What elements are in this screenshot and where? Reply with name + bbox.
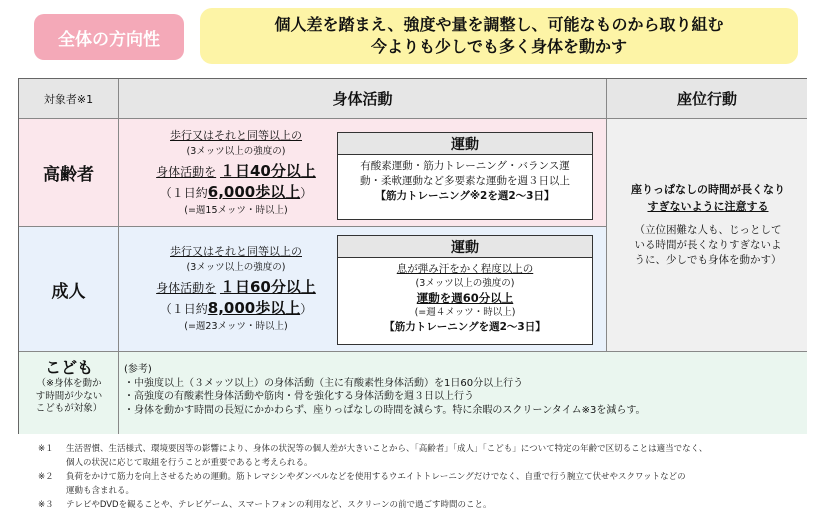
sedentary-line-5: うに、少しでも身体を動かす） bbox=[634, 254, 782, 266]
header-target: 対象者※1 bbox=[19, 79, 119, 119]
children-guidelines bbox=[124, 363, 646, 417]
elderly-exercise-box bbox=[337, 132, 593, 220]
footnote bbox=[38, 470, 808, 484]
elderly-steps-post: ） bbox=[300, 186, 313, 200]
footnotes bbox=[38, 442, 808, 512]
elderly-mets: (3メッツ以上の強度の) bbox=[186, 146, 286, 157]
elderly-steps-value: 6,000歩以上 bbox=[207, 183, 301, 201]
footnote-text: テレビやDVDを観ることや、テレビゲーム、スマートフォンの利用など、スクリーンの前で過ごす時間のこと。 bbox=[66, 500, 492, 510]
banner-line-1: 個人差を踏まえ、強度や量を調整し、可能なものから取り組む bbox=[274, 15, 724, 34]
adult-exercise-title: 運動 bbox=[338, 236, 592, 258]
row-label-elderly: 高齢者 bbox=[19, 119, 119, 227]
header-sedentary: 座位行動 bbox=[607, 79, 807, 119]
footnote bbox=[38, 456, 808, 470]
direction-banner bbox=[200, 8, 798, 64]
adult-activity-text bbox=[141, 243, 331, 332]
footnote-mark: ※３ bbox=[38, 500, 54, 510]
row-label-adult: 成人 bbox=[19, 227, 119, 352]
footnote-mark bbox=[38, 456, 66, 470]
adult-steps-value: 8,000歩以上 bbox=[207, 299, 301, 317]
elderly-weekly: (=週15メッツ・時以上) bbox=[184, 205, 288, 216]
footnote-text: 個人の状況に応じて取組を行うことが重要であると考えられる。 bbox=[66, 458, 313, 468]
sedentary-line-3: （立位困難な人も、じっとして bbox=[634, 224, 782, 236]
adult-mets: (3メッツ以上の強度の) bbox=[186, 262, 286, 273]
adult-walk: 歩行又はそれと同等以上の bbox=[170, 245, 302, 258]
footnote-text: 運動も含まれる。 bbox=[66, 486, 135, 496]
guideline-table bbox=[18, 78, 807, 434]
elderly-activity-text bbox=[141, 127, 331, 216]
footnote bbox=[38, 484, 808, 498]
sedentary-line-4: いる時間が長くなりすぎないよ bbox=[634, 239, 782, 251]
children-label: こども bbox=[44, 358, 93, 377]
footnote-mark bbox=[38, 484, 66, 498]
adult-act-value: １日60分以上 bbox=[219, 278, 316, 296]
elderly-exercise-title: 運動 bbox=[338, 133, 592, 155]
children-ref: (参考) bbox=[124, 364, 152, 375]
elderly-walk: 歩行又はそれと同等以上の bbox=[170, 129, 302, 142]
adult-exercise-line-5: 【筋力トレーニングを週2～3日】 bbox=[384, 321, 546, 333]
elderly-exercise-line-1: 有酸素運動・筋力トレーニング・バランス運 bbox=[360, 160, 570, 172]
elderly-act-value: １日40分以上 bbox=[219, 162, 316, 180]
footnote-mark: ※２ bbox=[38, 472, 54, 482]
elderly-act-pre: 身体活動を bbox=[156, 165, 217, 179]
adult-act-pre: 身体活動を bbox=[156, 281, 217, 295]
adult-exercise-line-2: (3メッツ以上の強度の) bbox=[415, 277, 515, 289]
children-sub-3: こどもが対象） bbox=[35, 403, 103, 414]
header-activity: 身体活動 bbox=[119, 79, 607, 119]
adult-exercise-line-4: (=週４メッツ・時以上) bbox=[414, 306, 516, 318]
footnote bbox=[38, 442, 808, 456]
adult-steps-pre: （１日約 bbox=[159, 302, 208, 316]
adult-weekly: (=週23メッツ・時以上) bbox=[184, 321, 288, 332]
sedentary-text bbox=[609, 119, 807, 352]
banner-line-2: 今よりも少しでも多く身体を動かす bbox=[370, 37, 627, 56]
children-item-2: ・高強度の有酸素性身体活動や筋肉・骨を強化する身体活動を週３日以上行う bbox=[124, 391, 474, 402]
elderly-exercise-line-2: 動・柔軟運動など多要素な運動を週３日以上 bbox=[360, 175, 570, 187]
adult-exercise-line-3: 運動を週60分以上 bbox=[416, 291, 514, 305]
children-item-3: ・身体を動かす時間の長短にかかわらず、座りっぱなしの時間を減らす。特に余暇のスクリーンタイム※3を減らす。 bbox=[124, 404, 646, 416]
elderly-exercise-line-3: 【筋力トレーニング※2を週2～3日】 bbox=[375, 190, 555, 202]
children-item-1: ・中強度以上（３メッツ以上）の身体活動（主に有酸素性身体活動）を1日60分以上行う bbox=[124, 377, 524, 389]
children-sub-1: （※身体を動か bbox=[36, 378, 102, 389]
footnote-mark: ※１ bbox=[38, 444, 54, 454]
adult-exercise-line-1: 息が弾み汗をかく程度以上の bbox=[396, 263, 534, 275]
footnote-text: 負荷をかけて筋力を向上させるための運動。筋トレマシンやダンベルなどを使用するウエイトトレーニングだけでなく、自重で行う腕立て伏せやスクワットなどの bbox=[66, 472, 686, 482]
row-label-children bbox=[19, 358, 119, 416]
sedentary-line-2: すぎないように注意する bbox=[647, 200, 769, 213]
sedentary-line-1: 座りっぱなしの時間が長くなり bbox=[631, 183, 785, 196]
footnote-text: 生活習慣、生活様式、環境要因等の影響により、身体の状況等の個人差が大きいことから、「高齢者」「成人」「こども」について特定の年齢で区切ることは適当でなく、 bbox=[66, 444, 708, 454]
adult-exercise-box bbox=[337, 235, 593, 345]
direction-badge: 全体の方向性 bbox=[34, 14, 184, 60]
footnote bbox=[38, 498, 808, 512]
adult-steps-post: ） bbox=[300, 302, 313, 316]
elderly-steps-pre: （１日約 bbox=[159, 186, 208, 200]
children-sub-2: す時間が少ない bbox=[35, 390, 103, 402]
